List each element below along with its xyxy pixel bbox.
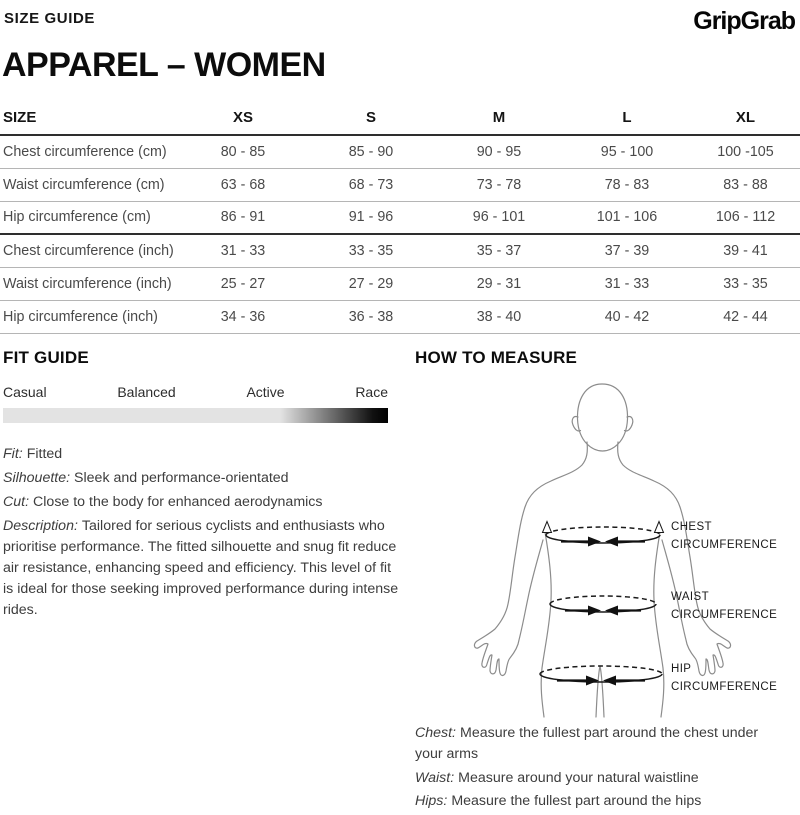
size-cell: 95 - 100 — [563, 135, 691, 168]
size-cell: 25 - 27 — [179, 267, 307, 300]
size-cell: 37 - 39 — [563, 234, 691, 267]
size-cell: 63 - 68 — [179, 168, 307, 201]
size-cell: 31 - 33 — [563, 267, 691, 300]
detail-text: Measure the fullest part around the chest under your arms — [415, 725, 759, 762]
size-cell: 33 - 35 — [691, 267, 800, 300]
column-header-s: S — [307, 100, 435, 135]
fit-details — [3, 444, 401, 621]
chest-label-line2: CIRCUMFERENCE — [671, 539, 778, 551]
table-row — [0, 267, 800, 300]
size-cell: 86 - 91 — [179, 201, 307, 234]
detail-label: Fit: — [3, 446, 23, 462]
table-row — [0, 300, 800, 333]
table-row — [0, 234, 800, 267]
head-outline — [577, 384, 627, 451]
size-cell: 36 - 38 — [307, 300, 435, 333]
chest-measurement-ring — [543, 522, 664, 547]
crotch-outline — [596, 666, 604, 717]
size-cell: 90 - 95 — [435, 135, 563, 168]
waist-measurement-ring — [550, 596, 656, 615]
fit-detail-cut — [3, 492, 401, 513]
waist-arrow-left-head — [588, 606, 601, 616]
page-title: APPAREL – WOMEN — [2, 46, 326, 84]
chest-ring-right-tick — [655, 522, 664, 533]
brand-logo: GripGrab — [693, 7, 795, 35]
chest-arrow-right-head — [605, 537, 618, 547]
size-cell: 100 -105 — [691, 135, 800, 168]
column-header-size: SIZE — [0, 100, 179, 135]
fit-guide-section — [3, 347, 403, 624]
scale-label-race: Race — [355, 384, 388, 400]
detail-label: Chest: — [415, 725, 457, 741]
fit-gradient-bar — [3, 408, 388, 423]
hip-label-line1: HIP — [671, 663, 692, 675]
how-to-measure-heading: HOW TO MEASURE — [415, 348, 578, 367]
row-label: Waist circumference (inch) — [0, 267, 179, 300]
size-cell: 40 - 42 — [563, 300, 691, 333]
column-header-m: M — [435, 100, 563, 135]
size-cell: 27 - 29 — [307, 267, 435, 300]
page-eyebrow: SIZE GUIDE — [4, 10, 96, 27]
scale-label-balanced: Balanced — [117, 384, 176, 400]
detail-text: Sleek and performance-orientated — [74, 470, 289, 486]
table-row — [0, 168, 800, 201]
detail-label: Silhouette: — [3, 470, 71, 486]
row-label: Hip circumference (cm) — [0, 201, 179, 234]
fit-guide-heading: FIT GUIDE — [3, 348, 89, 367]
waist-ring-dashed-arc — [550, 596, 656, 604]
table-header-row — [0, 100, 800, 135]
hip-label-line2: CIRCUMFERENCE — [671, 681, 778, 693]
table-row — [0, 135, 800, 168]
size-cell: 42 - 44 — [691, 300, 800, 333]
column-header-xs: XS — [179, 100, 307, 135]
waist-label-line1: WAIST — [671, 591, 709, 603]
instruction-waist — [415, 768, 763, 789]
left-arm-outline — [474, 442, 587, 675]
detail-label: Waist: — [415, 769, 455, 786]
size-cell: 29 - 31 — [435, 267, 563, 300]
right-torso-outline — [654, 532, 664, 717]
size-table — [0, 100, 800, 334]
row-label: Waist circumference (cm) — [0, 168, 179, 201]
size-cell: 91 - 96 — [307, 201, 435, 234]
fit-detail-fit — [3, 444, 401, 465]
size-cell: 38 - 40 — [435, 300, 563, 333]
row-label: Chest circumference (inch) — [0, 234, 179, 267]
measure-instructions — [415, 723, 763, 812]
size-cell: 33 - 35 — [307, 234, 435, 267]
table-row — [0, 201, 800, 234]
detail-label: Cut: — [3, 494, 30, 510]
size-cell: 39 - 41 — [691, 234, 800, 267]
size-cell: 83 - 88 — [691, 168, 800, 201]
size-cell: 101 - 106 — [563, 201, 691, 234]
size-cell: 73 - 78 — [435, 168, 563, 201]
size-cell: 35 - 37 — [435, 234, 563, 267]
detail-label: Description: — [3, 518, 78, 534]
instruction-hips — [415, 791, 763, 812]
chest-arrow-left-head — [588, 537, 601, 547]
detail-label: Hips: — [415, 793, 448, 809]
row-label: Hip circumference (inch) — [0, 300, 179, 333]
figure-wrap — [437, 372, 800, 722]
how-to-measure-section — [415, 347, 800, 815]
size-cell: 68 - 73 — [307, 168, 435, 201]
detail-text: Tailored for serious cyclists and enthusiasts who prioritise performance. The fitted silhouette and snug fit reduce air resistance, enhancing speed and efficiency. This level of fit is ideal for those seeking improved performance during intense rides. — [3, 518, 399, 618]
detail-text: Measure around your natural waistline — [458, 769, 699, 786]
waist-arrow-right-head — [605, 606, 618, 616]
detail-text: Close to the body for enhanced aerodynamics — [33, 494, 323, 510]
fit-detail-description — [3, 516, 401, 621]
detail-text: Fitted — [26, 446, 63, 462]
row-label: Chest circumference (cm) — [0, 135, 179, 168]
scale-label-active: Active — [246, 384, 285, 400]
right-arm-outline — [618, 442, 731, 675]
size-cell: 85 - 90 — [307, 135, 435, 168]
left-torso-outline — [541, 532, 551, 717]
chest-ring-left-tick — [543, 522, 552, 533]
waist-label-line2: CIRCUMFERENCE — [671, 609, 778, 621]
column-header-xl: XL — [691, 100, 800, 135]
fit-detail-silhouette — [3, 468, 401, 489]
column-header-l: L — [563, 100, 691, 135]
size-cell: 78 - 83 — [563, 168, 691, 201]
instruction-chest — [415, 723, 763, 765]
size-cell: 31 - 33 — [179, 234, 307, 267]
size-cell: 96 - 101 — [435, 201, 563, 234]
scale-label-casual: Casual — [3, 384, 47, 400]
body-measurement-figure — [437, 372, 793, 717]
figure-labels — [671, 521, 777, 693]
detail-text: Measure the fullest part around the hips — [451, 793, 702, 809]
chest-label-line1: CHEST — [671, 521, 712, 533]
size-cell: 106 - 112 — [691, 201, 800, 234]
hip-arrow-left-head — [586, 676, 599, 686]
chest-ring-dashed-arc — [546, 527, 660, 535]
fit-scale-labels — [3, 384, 388, 400]
size-cell: 80 - 85 — [179, 135, 307, 168]
size-cell: 34 - 36 — [179, 300, 307, 333]
hip-arrow-right-head — [603, 676, 616, 686]
